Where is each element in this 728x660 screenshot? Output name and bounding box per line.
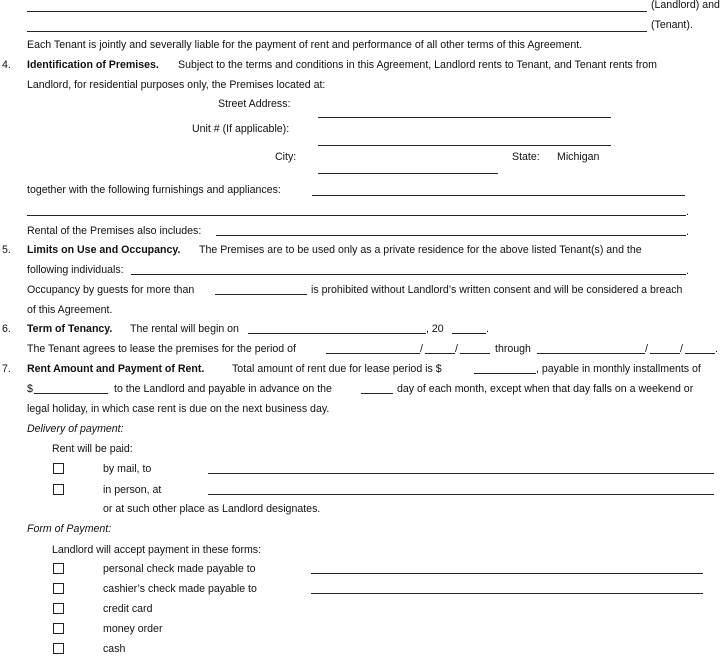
date-slash: / — [645, 343, 648, 355]
money-order-label: money order — [103, 623, 163, 635]
in-person-address-line[interactable] — [208, 494, 714, 495]
section-6-number: 6. — [2, 323, 11, 335]
checkbox-cashiers-check[interactable] — [53, 583, 64, 594]
includes-label: Rental of the Premises also includes: — [27, 225, 202, 237]
section-4-text-1: Subject to the terms and conditions in this Agreement, Landlord rents to Tenant, and Tenant rents from — [178, 59, 657, 71]
line-period: . — [686, 265, 689, 277]
rent-text-2a: $ — [27, 383, 33, 395]
delivery-heading: Delivery of payment: — [27, 423, 124, 435]
line-period: . — [686, 226, 689, 238]
furnishings-line-2[interactable] — [27, 215, 686, 216]
other-place-text: or at such other place as Landlord designates. — [103, 503, 321, 515]
checkbox-money-order[interactable] — [53, 623, 64, 634]
date-slash: / — [680, 343, 683, 355]
state-value: Michigan — [557, 151, 600, 163]
section-7-number: 7. — [2, 363, 11, 375]
cash-label: cash — [103, 643, 126, 655]
personal-check-payee-line[interactable] — [311, 573, 703, 574]
section-4-title: Identification of Premises. — [27, 59, 159, 71]
start-year-line[interactable] — [460, 353, 490, 354]
line-period: . — [686, 206, 689, 218]
unit-label: Unit # (If applicable): — [192, 123, 290, 135]
end-year-line[interactable] — [685, 353, 715, 354]
landlord-name-line[interactable] — [27, 11, 647, 12]
guests-text-a: Occupancy by guests for more than — [27, 284, 195, 296]
due-day-line[interactable] — [361, 393, 393, 394]
monthly-rent-line[interactable] — [34, 393, 108, 394]
rent-text-1b: , payable in monthly installments of — [536, 363, 701, 375]
rent-text-2c: day of each month, except when that day falls on a weekend or — [397, 383, 694, 395]
furnishings-line[interactable] — [312, 195, 685, 196]
furnishings-label: together with the following furnishings and appliances: — [27, 184, 281, 196]
section-7-title: Rent Amount and Payment of Rent. — [27, 363, 205, 375]
city-line[interactable] — [318, 173, 498, 174]
by-mail-label: by mail, to — [103, 463, 152, 475]
section-4-number: 4. — [2, 59, 11, 71]
tenant-name-line[interactable] — [27, 31, 647, 32]
rent-text-2b: to the Landlord and payable in advance on the — [114, 383, 332, 395]
unit-line[interactable] — [318, 145, 611, 146]
includes-line[interactable] — [216, 235, 686, 236]
line-period: . — [715, 343, 718, 355]
total-rent-line[interactable] — [474, 373, 536, 374]
mail-address-line[interactable] — [208, 473, 714, 474]
start-month-line[interactable] — [326, 353, 420, 354]
credit-card-label: credit card — [103, 603, 153, 615]
date-slash: / — [455, 343, 458, 355]
date-slash: / — [420, 343, 423, 355]
tenant-suffix: (Tenant). — [651, 19, 693, 31]
line-period: . — [486, 323, 489, 335]
end-day-line[interactable] — [650, 353, 680, 354]
end-month-line[interactable] — [537, 353, 645, 354]
cashiers-check-payee-line[interactable] — [311, 593, 703, 594]
period-label: The Tenant agrees to lease the premises for the period of — [27, 343, 296, 355]
form-of-payment-heading: Form of Payment: — [27, 523, 112, 535]
start-day-line[interactable] — [425, 353, 455, 354]
section-5-text-2: following individuals: — [27, 264, 124, 276]
rent-paid-label: Rent will be paid: — [52, 443, 133, 455]
guest-days-line[interactable] — [215, 294, 307, 295]
section-5-title: Limits on Use and Occupancy. — [27, 244, 181, 256]
individuals-line[interactable] — [131, 274, 686, 275]
landlord-suffix: (Landlord) and — [651, 0, 720, 11]
begin-label: The rental will begin on — [130, 323, 239, 335]
checkbox-personal-check[interactable] — [53, 563, 64, 574]
street-address-line[interactable] — [318, 117, 611, 118]
year-prefix: , 20 — [426, 323, 444, 335]
checkbox-in-person[interactable] — [53, 484, 64, 495]
guests-text-b: is prohibited without Landlord’s written consent and will be considered a breach — [311, 284, 683, 296]
personal-check-label: personal check made payable to — [103, 563, 256, 575]
section-5-number: 5. — [2, 244, 11, 256]
accept-label: Landlord will accept payment in these forms: — [52, 544, 262, 556]
state-label: State: — [512, 151, 540, 163]
checkbox-credit-card[interactable] — [53, 603, 64, 614]
section-4-text-2: Landlord, for residential purposes only, the Premises located at: — [27, 79, 326, 91]
city-label: City: — [275, 151, 297, 163]
section-6-title: Term of Tenancy. — [27, 323, 113, 335]
rent-text-3: legal holiday, in which case rent is due on the next business day. — [27, 403, 330, 415]
checkbox-cash[interactable] — [53, 643, 64, 654]
street-address-label: Street Address: — [218, 98, 291, 110]
cashiers-check-label: cashier’s check made payable to — [103, 583, 257, 595]
section-5-text-1: The Premises are to be used only as a private residence for the above listed Tenant(s) and the — [199, 244, 642, 256]
in-person-label: in person, at — [103, 484, 162, 496]
begin-date-line[interactable] — [248, 333, 426, 334]
liability-text: Each Tenant is jointly and severally liable for the payment of rent and performance of all other terms of this Agreement. — [27, 39, 583, 51]
guests-text-c: of this Agreement. — [27, 304, 113, 316]
through-label: through — [495, 343, 531, 355]
checkbox-by-mail[interactable] — [53, 463, 64, 474]
begin-year-line[interactable] — [452, 333, 486, 334]
rent-text-1a: Total amount of rent due for lease period is $ — [232, 363, 442, 375]
